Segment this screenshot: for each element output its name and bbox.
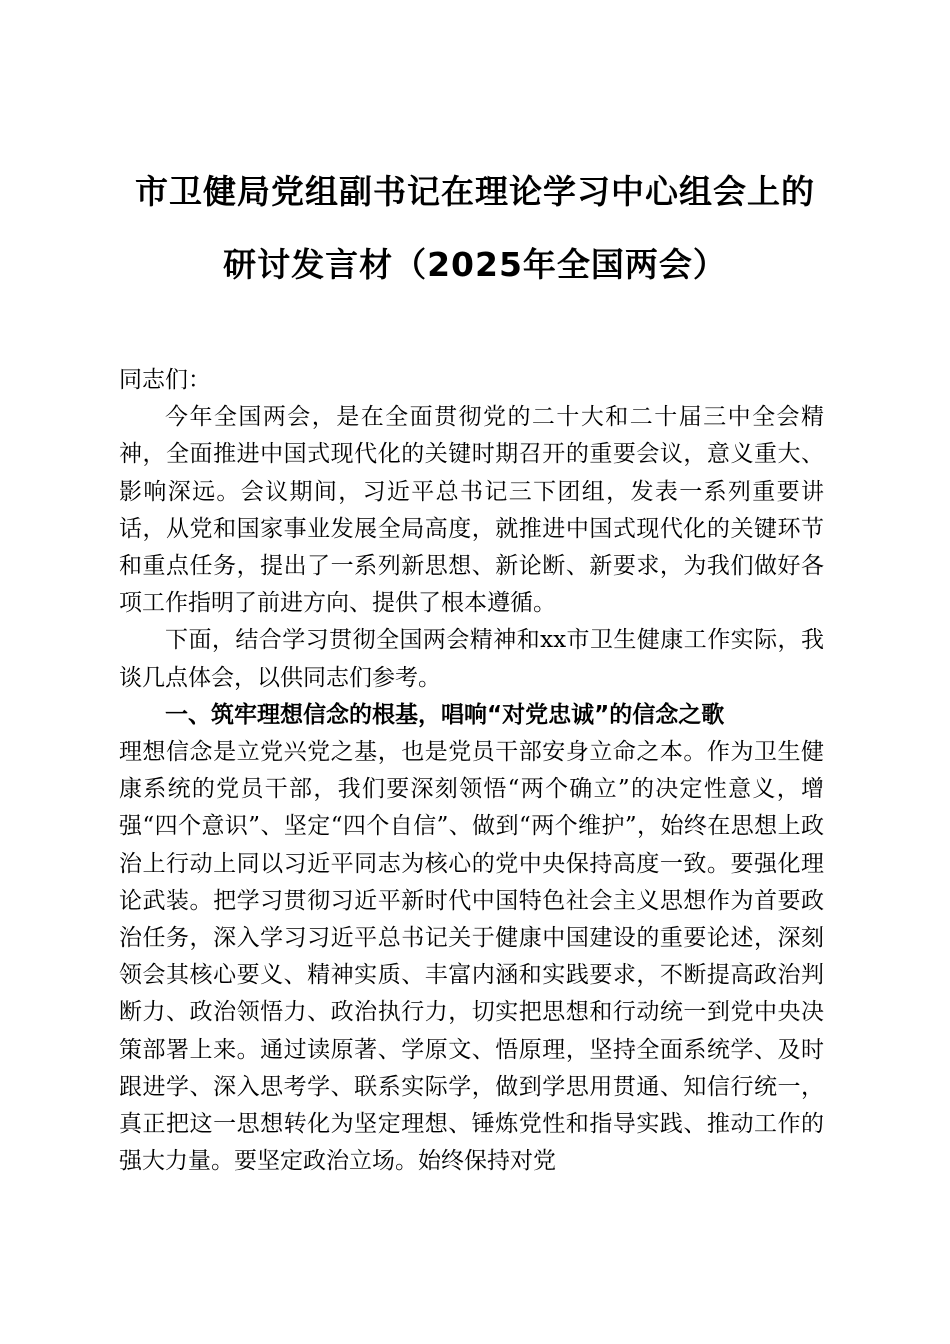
salutation: 同志们： <box>119 367 211 393</box>
document-title-line1: 市卫健局党组副书记在理论学习中心组会上的 <box>135 172 815 211</box>
paragraph-intro: 今年全国两会，是在全面贯彻党的二十大和二十届三中全会精神，全面推进中国式现代化的关键时期召开的重要会议，意义重大、影响深远。会议期间，习近平总书记三下团组，发表一系列重要讲话，从党和国家事业发展全局高度，就推进中国式现代化的关键环节和重点任务，提出了一系列新思想、新论断、新要求，为我们做好各项工作指明了前进方向、提供了根本遵循。 <box>119 404 824 617</box>
paragraph-section-1: 理想信念是立党兴党之基，也是党员干部安身立命之本。作为卫生健康系统的党员干部，我们要深刻领悟“两个确立”的决定性意义，增强“四个意识”、坚定“四个自信”、做到“两个维护”，始终在思想上政治上行动上同以习近平同志为核心的党中央保持高度一致。要强化理论武装。把学习贯彻习近平新时代中国特色社会主义思想作为首要政治任务，深入学习习近平总书记关于健康中国建设的重要论述，深刻领会其核心要义、精神实质、丰富内涵和实践要求，不断提高政治判断力、政治领悟力、政治执行力，切实把思想和行动统一到党中央决策部署上来。通过读原著、学原文、悟原理，坚持全面系统学、及时跟进学、深入思考学、联系实际学，做到学思用贯通、知信行统一，真正把这一思想转化为坚定理想、锤炼党性和指导实践、推动工作的强大力量。要坚定政治立场。始终保持对党 <box>119 739 824 1175</box>
section-heading-1: 一、筑牢理想信念的根基，唱响“对党忠诚”的信念之歌 <box>165 701 725 728</box>
paragraph-overview: 下面，结合学习贯彻全国两会精神和xx市卫生健康工作实际，我谈几点体会，以供同志们参考。 <box>119 627 824 691</box>
document-title-line2: 研讨发言材（2025年全国两会） <box>223 245 727 284</box>
document-body <box>119 362 824 1180</box>
